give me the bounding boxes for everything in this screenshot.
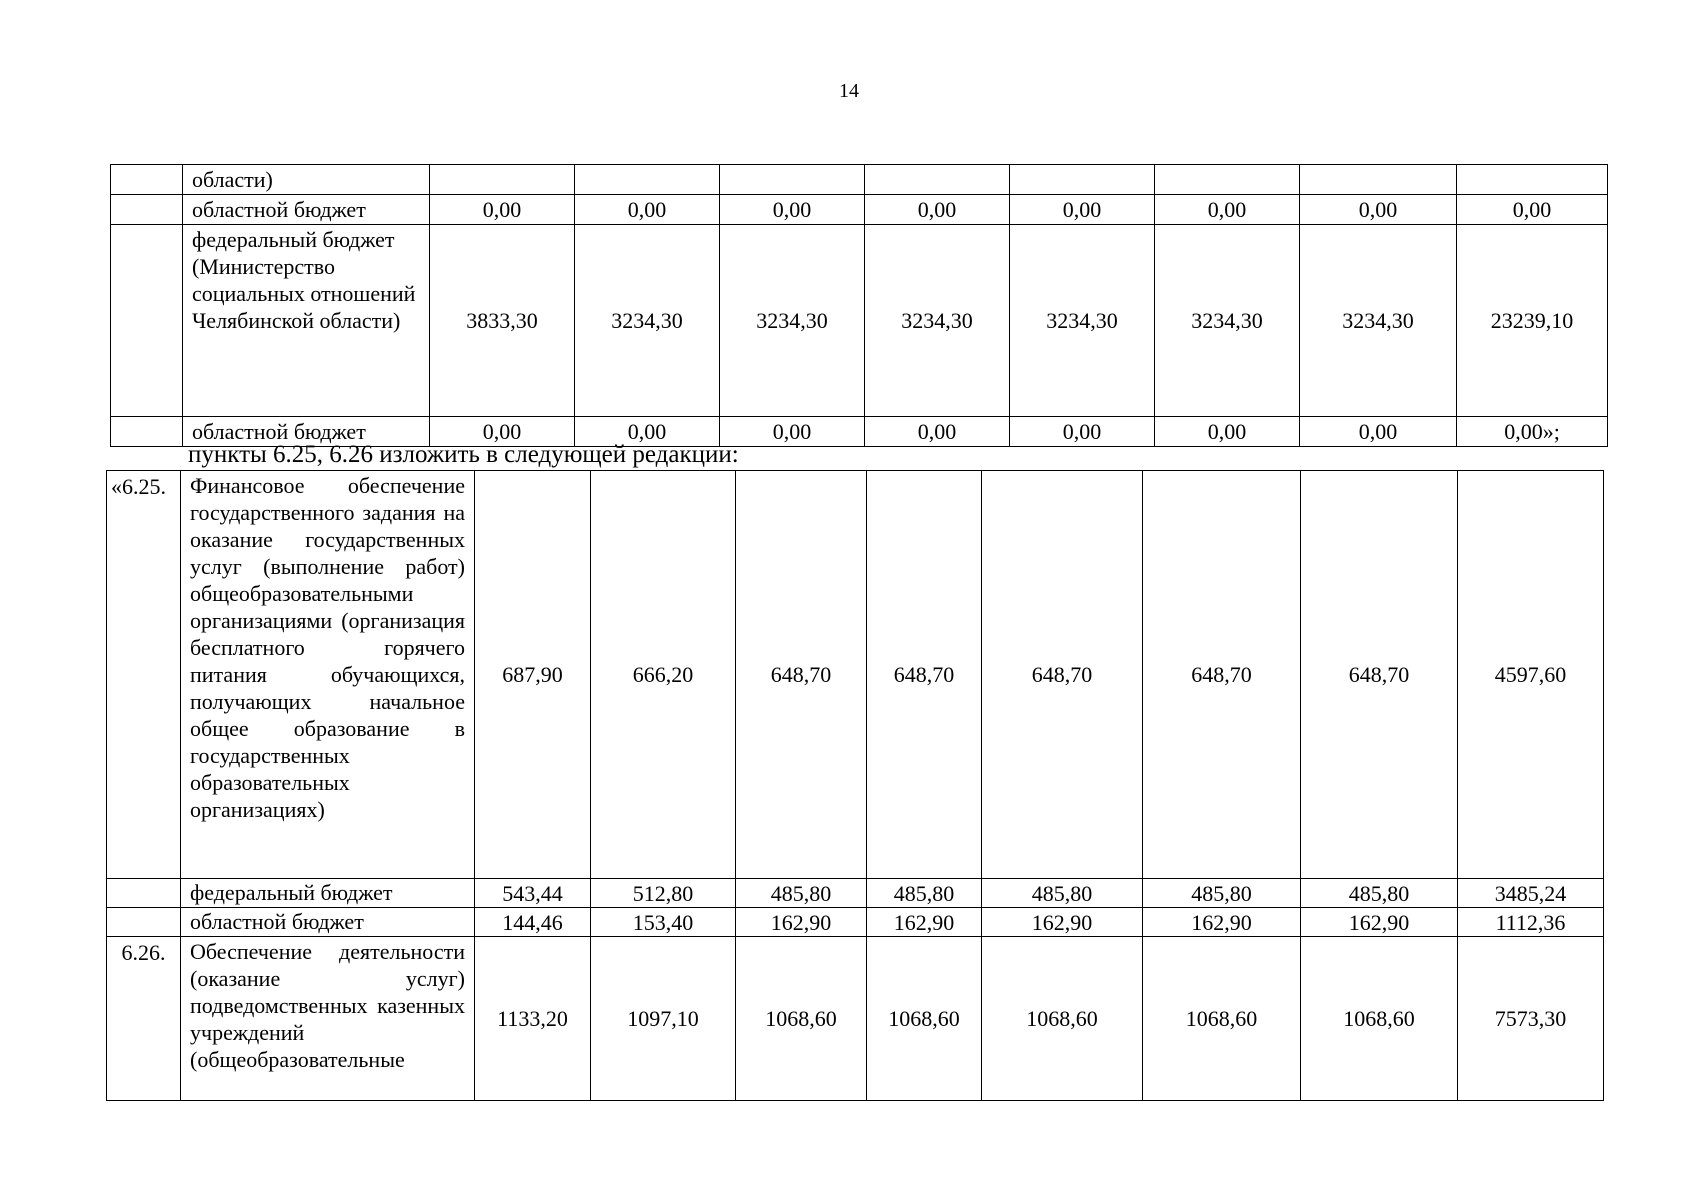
value-cell: 512,80 <box>591 879 736 908</box>
table-row <box>107 937 1604 1101</box>
value-cell: 3833,30 <box>430 225 575 417</box>
value-cell: 1068,60 <box>736 937 867 1101</box>
budget-table-continued <box>110 164 1608 447</box>
value-cell: 485,80 <box>1301 879 1458 908</box>
value-cell: 0,00 <box>575 417 720 447</box>
row-label: Финансовое обеспечение государственного задания на оказание государственных услуг (выполнение работ) общеобразовательными организациями (организация бесплатного горячего питания обучающихся, получающих начальное общее образование в государственных образовательных организациях) <box>181 471 475 879</box>
value-cell: 0,00 <box>430 195 575 225</box>
total-cell <box>1457 165 1608 195</box>
item-number <box>107 908 181 937</box>
value-cell <box>430 165 575 195</box>
item-number: «6.25. <box>107 471 181 879</box>
value-cell: 0,00 <box>720 417 865 447</box>
total-cell: 23239,10 <box>1457 225 1608 417</box>
row-label: областной бюджет <box>183 417 430 447</box>
row-label: федеральный бюджет (Министерство социальных отношений Челябинской области) <box>183 225 430 417</box>
value-cell: 1068,60 <box>1301 937 1458 1101</box>
value-cell: 1068,60 <box>1143 937 1301 1101</box>
value-cell: 1068,60 <box>982 937 1143 1101</box>
value-cell: 0,00 <box>1010 195 1155 225</box>
table-row <box>107 879 1604 908</box>
value-cell: 648,70 <box>736 471 867 879</box>
value-cell: 648,70 <box>1301 471 1458 879</box>
table-row <box>111 165 1608 195</box>
total-cell: 0,00»; <box>1457 417 1608 447</box>
value-cell: 3234,30 <box>1300 225 1457 417</box>
value-cell: 648,70 <box>982 471 1143 879</box>
index-cell <box>111 225 183 417</box>
value-cell <box>1010 165 1155 195</box>
value-cell: 3234,30 <box>865 225 1010 417</box>
value-cell: 162,90 <box>1143 908 1301 937</box>
value-cell: 0,00 <box>1010 417 1155 447</box>
value-cell: 485,80 <box>1143 879 1301 908</box>
item-number <box>107 879 181 908</box>
value-cell: 666,20 <box>591 471 736 879</box>
row-label: Обеспечение деятельности (оказание услуг) подведомственных казенных учреждений (общеобразовательные <box>181 937 475 1101</box>
index-cell <box>111 195 183 225</box>
value-cell: 162,90 <box>1301 908 1458 937</box>
value-cell: 485,80 <box>736 879 867 908</box>
value-cell <box>1155 165 1300 195</box>
value-cell: 0,00 <box>1300 417 1457 447</box>
row-label: области) <box>183 165 430 195</box>
total-cell: 0,00 <box>1457 195 1608 225</box>
index-cell <box>111 417 183 447</box>
item-number: 6.26. <box>107 937 181 1101</box>
row-label: областной бюджет <box>183 195 430 225</box>
value-cell: 0,00 <box>430 417 575 447</box>
table-row <box>111 195 1608 225</box>
value-cell: 0,00 <box>865 417 1010 447</box>
value-cell: 0,00 <box>1300 195 1457 225</box>
value-cell <box>720 165 865 195</box>
row-label: областной бюджет <box>181 908 475 937</box>
value-cell: 162,90 <box>736 908 867 937</box>
budget-table-amended-items <box>106 470 1604 1101</box>
row-label: федеральный бюджет <box>181 879 475 908</box>
value-cell: 0,00 <box>720 195 865 225</box>
value-cell <box>865 165 1010 195</box>
value-cell: 648,70 <box>867 471 982 879</box>
value-cell <box>575 165 720 195</box>
total-cell: 1112,36 <box>1458 908 1604 937</box>
value-cell: 543,44 <box>475 879 591 908</box>
index-cell <box>111 165 183 195</box>
total-cell: 4597,60 <box>1458 471 1604 879</box>
value-cell: 3234,30 <box>575 225 720 417</box>
table-row <box>107 908 1604 937</box>
value-cell: 687,90 <box>475 471 591 879</box>
value-cell: 485,80 <box>867 879 982 908</box>
value-cell: 485,80 <box>982 879 1143 908</box>
table-row <box>111 225 1608 417</box>
total-cell: 7573,30 <box>1458 937 1604 1101</box>
value-cell: 0,00 <box>1155 195 1300 225</box>
value-cell: 3234,30 <box>1155 225 1300 417</box>
value-cell: 144,46 <box>475 908 591 937</box>
value-cell: 0,00 <box>865 195 1010 225</box>
value-cell: 1097,10 <box>591 937 736 1101</box>
amendment-intro-text: пункты 6.25, 6.26 изложить в следующей редакции: <box>188 441 739 468</box>
value-cell: 1133,20 <box>475 937 591 1101</box>
value-cell: 648,70 <box>1143 471 1301 879</box>
total-cell: 3485,24 <box>1458 879 1604 908</box>
value-cell: 153,40 <box>591 908 736 937</box>
table-row <box>107 471 1604 879</box>
value-cell: 3234,30 <box>1010 225 1155 417</box>
value-cell: 0,00 <box>575 195 720 225</box>
value-cell: 0,00 <box>1155 417 1300 447</box>
page-number: 14 <box>839 80 859 102</box>
value-cell <box>1300 165 1457 195</box>
value-cell: 1068,60 <box>867 937 982 1101</box>
value-cell: 3234,30 <box>720 225 865 417</box>
value-cell: 162,90 <box>982 908 1143 937</box>
value-cell: 162,90 <box>867 908 982 937</box>
